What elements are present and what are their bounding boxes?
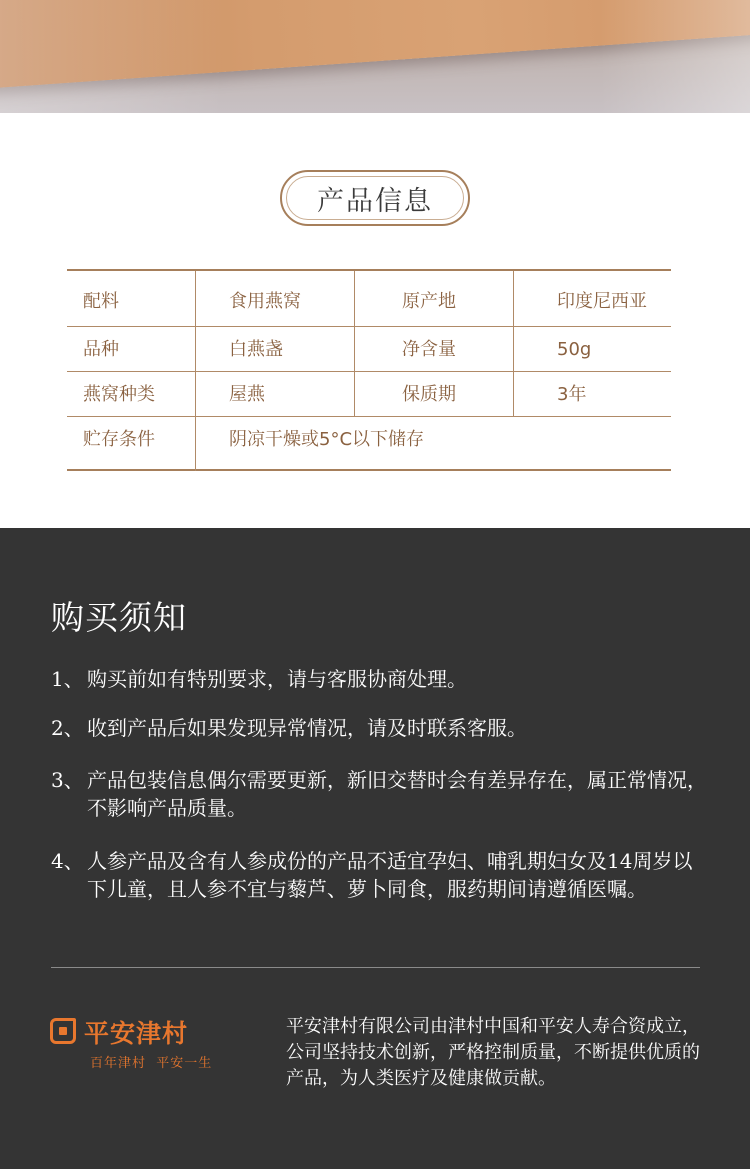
note-number: 2、: [51, 716, 84, 740]
value-storage: 阴凉干燥或5°C以下储存: [229, 429, 425, 450]
purchase-notes-title: 购买须知: [51, 598, 187, 637]
brand-slogan: 百年津村 平安一生: [90, 1056, 213, 1071]
brand-name: 平安津村: [84, 1019, 189, 1048]
note-number: 4、: [51, 849, 84, 873]
note-number: 3、: [51, 768, 84, 792]
product-info-heading: [280, 170, 470, 226]
value-variety: 白燕盏: [229, 339, 283, 360]
value-net-weight: 50g: [557, 339, 592, 360]
brand-logo: [50, 1014, 240, 1074]
note-text: 人参产品及含有人参成份的产品不适宜孕妇、哺乳期妇女及14周岁以下儿童，且人参不宜与藜芦、萝卜同食，服药期间请遵循医嘱。: [87, 849, 693, 901]
label-ingredients: 配料: [83, 291, 119, 312]
label-storage: 贮存条件: [83, 429, 155, 450]
product-info-table: [67, 269, 671, 471]
purchase-notes-section: [0, 528, 750, 1169]
list-item: [51, 766, 711, 822]
label-nest-type: 燕窝种类: [83, 384, 155, 405]
table-row: [67, 327, 671, 372]
label-net-weight: 净含量: [402, 339, 456, 360]
label-origin: 原产地: [402, 291, 456, 312]
column-divider: [195, 271, 196, 471]
value-nest-type: 屋燕: [229, 384, 265, 405]
note-number: 1、: [51, 667, 84, 691]
list-item: [51, 665, 711, 693]
product-info-title: 产品信息: [317, 185, 433, 217]
table-row: [67, 372, 671, 417]
company-description: 平安津村有限公司由津村中国和平安人寿合资成立，公司坚持技术创新，严格控制质量，不断提供优质的产品，为人类医疗及健康做贡献。: [286, 1016, 700, 1089]
label-shelf-life: 保质期: [402, 384, 456, 405]
label-variety: 品种: [83, 339, 119, 360]
hero-product-photo: [0, 0, 750, 113]
value-origin: 印度尼西亚: [557, 291, 647, 312]
value-shelf-life: 3年: [557, 384, 587, 405]
note-text: 收到产品后如果发现异常情况，请及时联系客服。: [87, 716, 527, 740]
list-item: [51, 847, 711, 903]
list-item: [51, 714, 711, 742]
value-ingredients: 食用燕窝: [229, 291, 301, 312]
section-divider: [51, 967, 700, 968]
note-text: 产品包装信息偶尔需要更新，新旧交替时会有差异存在，属正常情况，不影响产品质量。: [87, 768, 707, 820]
table-row: [67, 271, 671, 327]
note-text: 购买前如有特别要求，请与客服协商处理。: [87, 667, 467, 691]
column-divider: [354, 271, 355, 417]
table-row: [67, 417, 671, 462]
column-divider: [513, 271, 514, 417]
brand-mark-icon: [50, 1018, 76, 1044]
